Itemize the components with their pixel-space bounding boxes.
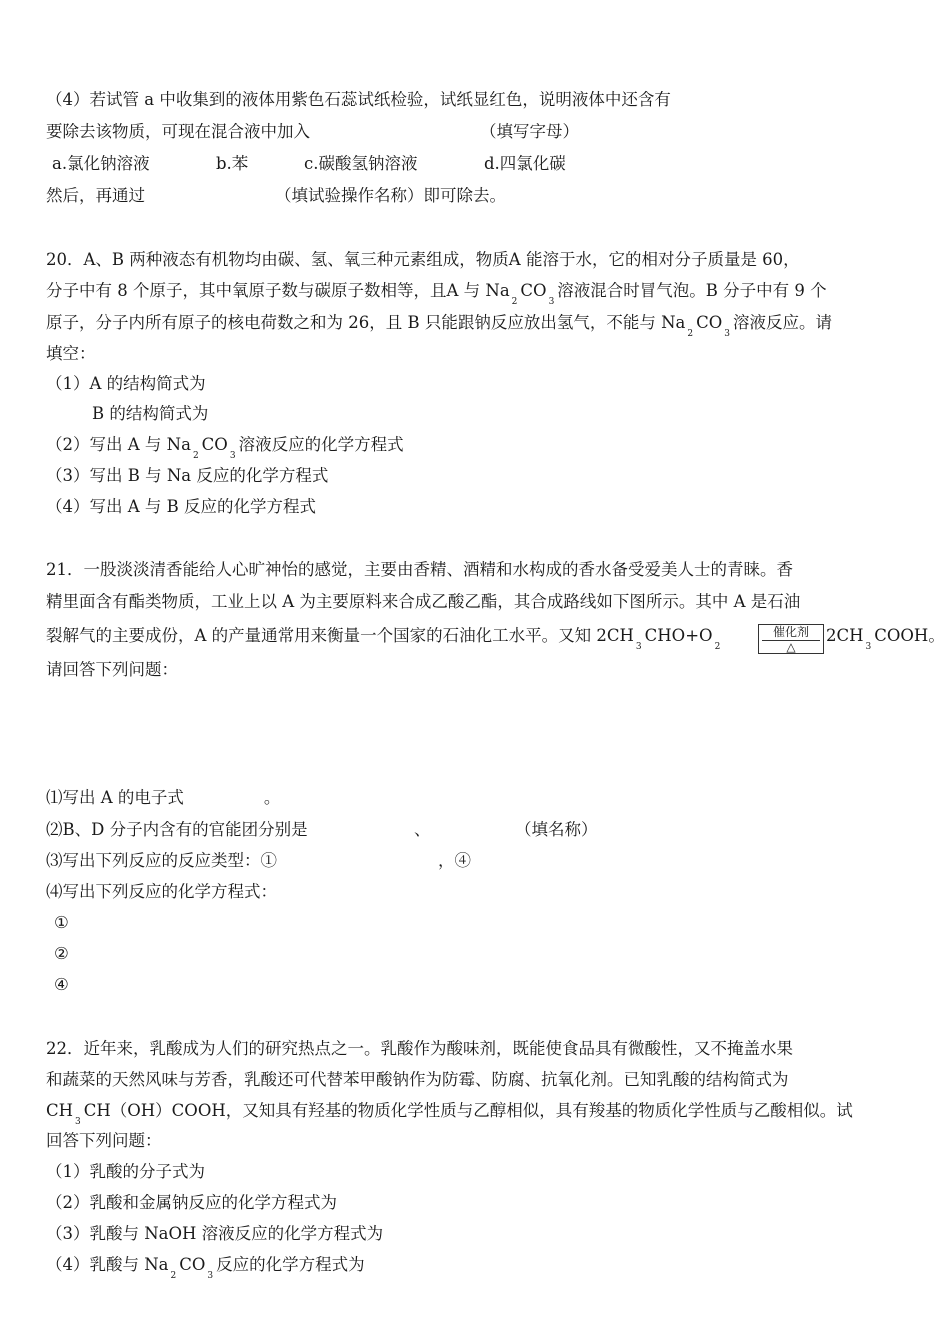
catalyst-label: 催化剂 [772,625,809,639]
q21-line2: 精里面含有酯类物质，工业上以 A 为主要原料来合成乙酸乙酯，其合成路线如下图所示。其中 A 是石油 [46,592,801,611]
q21-circle1: ① [54,913,69,932]
q19-line2a: 要除去该物质，可现在混合液中加入 [46,122,310,141]
q20-line4: 填空： [46,344,96,363]
q20-line2: 分子中有 8 个原子，其中氧原子数与碳原子数相等，且A 与 $Na_2CO_3$溶液混合时冒气泡。B 分子中有 9 个 [46,281,827,307]
q21-line1: 21．一股淡淡清香能给人心旷神怡的感觉，主要由香精、酒精和水构成的香水备受爱美人士的青睐。香 [46,560,793,579]
q20-part4: （4）写出 A 与 B 反应的化学方程式 [46,497,317,516]
heat-symbol: △ [786,640,796,654]
q19-line2b: （填写字母） [480,122,579,141]
q19-line4b: （填试验操作名称）即可除去。 [275,186,506,205]
q21-part2a: ⑵B、D 分子内含有的官能团分别是 [46,820,308,839]
q20-line1: 20．A、B 两种液态有机物均由碳、氢、氧三种元素组成，物质A 能溶于水，它的相对分子质量是 60， [46,250,800,269]
q22-part4: （4）乳酸与 $Na_2CO_3$反应的化学方程式为 [46,1255,365,1281]
q19-option-b: b.苯 [216,154,249,173]
q19-option-c: c.碳酸氢钠溶液 [304,154,418,173]
q19-option-a: a.氯化钠溶液 [52,154,150,173]
q22-line3: $CH_3CH(OH)COOH$，又知具有羟基的物质化学性质与乙醇相似，具有羧基的物质化学性质与乙酸相似。试 [46,1101,853,1127]
q20-part2: （2）写出 A 与 $Na_2CO_3$溶液反应的化学方程式 [46,435,404,461]
q21-part2c: （填名称） [515,820,598,839]
q22-line2: 和蔬菜的天然风味与芳香，乳酸还可代替苯甲酸钠作为防霉、防腐、抗氧化剂。已知乳酸的结构简式为 [46,1070,789,1089]
q19-line4a: 然后，再通过 [46,186,145,205]
q21-part2b: 、 [414,820,431,839]
q22-part3: （3）乳酸与 NaOH 溶液反应的化学方程式为 [46,1224,384,1243]
q22-line1: 22．近年来，乳酸成为人们的研究热点之一。乳酸作为酸味剂，既能使食品具有微酸性，又不掩盖水果 [46,1039,793,1058]
q21-circle2: ② [54,944,69,963]
q21-line4: 请回答下列问题： [46,660,178,679]
q22-line4: 回答下列问题： [46,1131,162,1150]
q20-part1: （1）A 的结构简式为 [46,374,206,393]
q20-line3: 原子，分子内所有原子的核电荷数之和为 26，且 B 只能跟钠反应放出氢气，不能与 $Na_2CO_3$溶液反应。请 [46,313,832,339]
q21-line3a: 裂解气的主要成份，A 的产量通常用来衡量一个国家的石油化工水平。又知 $2CH_3CHO+O_2$ [46,626,721,652]
q21-part4: ⑷写出下列反应的化学方程式： [46,882,277,901]
q22-part2: （2）乳酸和金属钠反应的化学方程式为 [46,1193,337,1212]
q20-part3: （3）写出 B 与 Na 反应的化学方程式 [46,466,329,485]
q22-part1: （1）乳酸的分子式为 [46,1162,205,1181]
q21-circle4: ④ [54,975,69,994]
q21-part3a: ⑶写出下列反应的反应类型：① [46,851,277,870]
q21-line3b: $2CH_3COOH$。 [826,626,945,652]
catalyst-arrow-box [758,624,824,654]
q20-part1b: B 的结构简式为 [92,404,209,423]
q21-part3b: ，④ [438,851,471,870]
q21-part1: ⑴写出 A 的电子式 。 [46,788,281,807]
q19-option-d: d.四氯化碳 [484,154,566,173]
q19-line1: （4）若试管 a 中收集到的液体用紫色石蕊试纸检验，试纸显红色，说明液体中还含有 [46,90,671,109]
